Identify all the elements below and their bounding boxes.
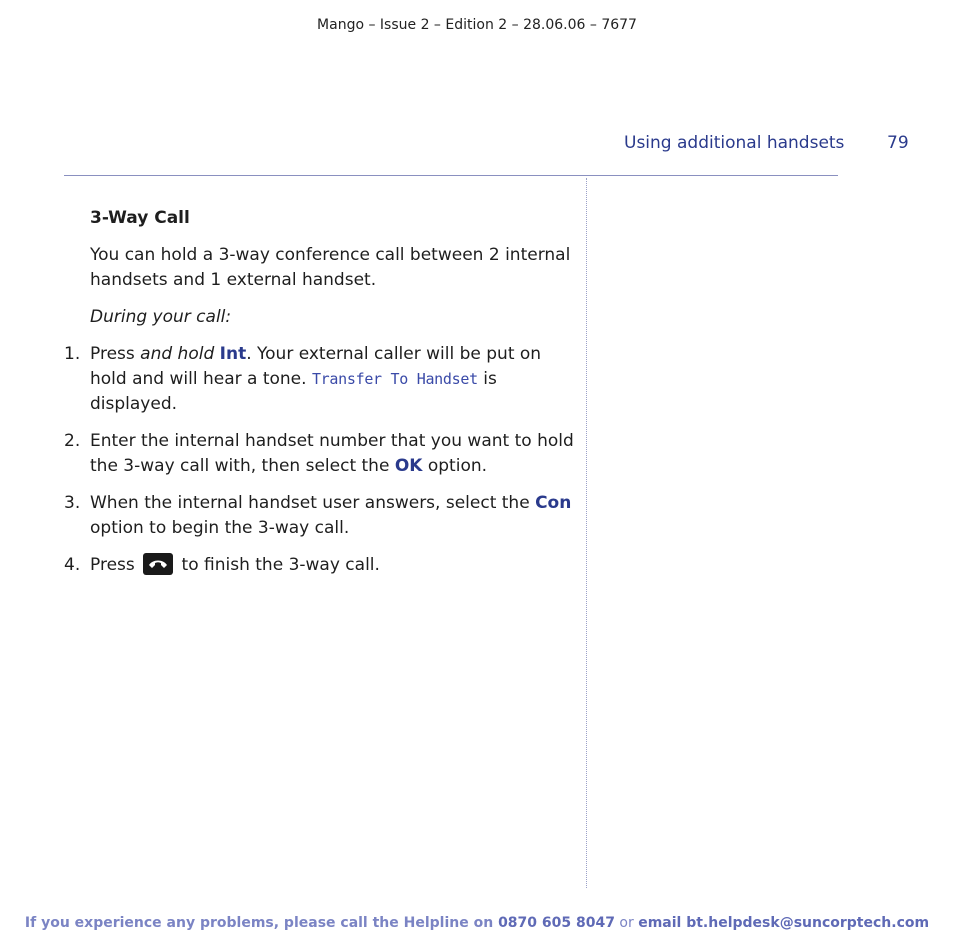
step-text: Press	[90, 555, 141, 575]
step-3	[64, 491, 574, 541]
end-call-icon	[143, 553, 173, 575]
footer-text: If you experience any problems, please call the Helpline on	[24, 915, 499, 931]
intro-paragraph: You can hold a 3-way conference call between 2 internal handsets and 1 external handset.	[90, 245, 571, 290]
step-text: Enter the internal handset number that you want to hold the 3-way call with, then select the	[90, 431, 574, 476]
step-2	[64, 429, 574, 479]
main-content	[64, 206, 574, 590]
page-number: 79	[887, 133, 909, 153]
step-4	[64, 553, 574, 578]
section-title: Using additional handsets	[624, 133, 845, 153]
step-text-emphasis: and hold	[140, 344, 215, 364]
step-number: 4.	[64, 555, 81, 575]
section-heading: 3-Way Call	[90, 208, 190, 228]
con-key-label: Con	[535, 493, 572, 513]
helpdesk-email: bt.helpdesk@suncorptech.com	[686, 915, 930, 931]
helpline-footer	[0, 915, 954, 931]
step-text: to finish the 3-way call.	[176, 555, 380, 575]
during-call-label: During your call:	[90, 307, 232, 327]
ok-key-label: OK	[394, 456, 423, 476]
footer-text: email	[638, 915, 687, 931]
footer-text: or	[614, 915, 639, 931]
column-divider	[586, 178, 587, 888]
step-text: Press	[90, 344, 141, 364]
int-key-label: Int	[219, 344, 247, 364]
step-text: When the internal handset user answers, select the	[90, 493, 536, 513]
step-1	[64, 342, 574, 417]
header-rule	[64, 175, 838, 176]
display-text: Transfer To Handset	[311, 370, 478, 388]
step-number: 1.	[64, 344, 81, 364]
step-number: 2.	[64, 431, 81, 451]
helpline-phone: 0870 605 8047	[498, 915, 615, 931]
step-text: option to begin the 3-way call.	[90, 518, 350, 538]
step-text: . Your external caller will be put on hold and will hear a tone.	[90, 344, 542, 389]
step-text: is displayed.	[90, 369, 497, 414]
document-meta-line: Mango – Issue 2 – Edition 2 – 28.06.06 – 7677	[317, 17, 637, 33]
step-text: option.	[422, 456, 488, 476]
step-number: 3.	[64, 493, 81, 513]
